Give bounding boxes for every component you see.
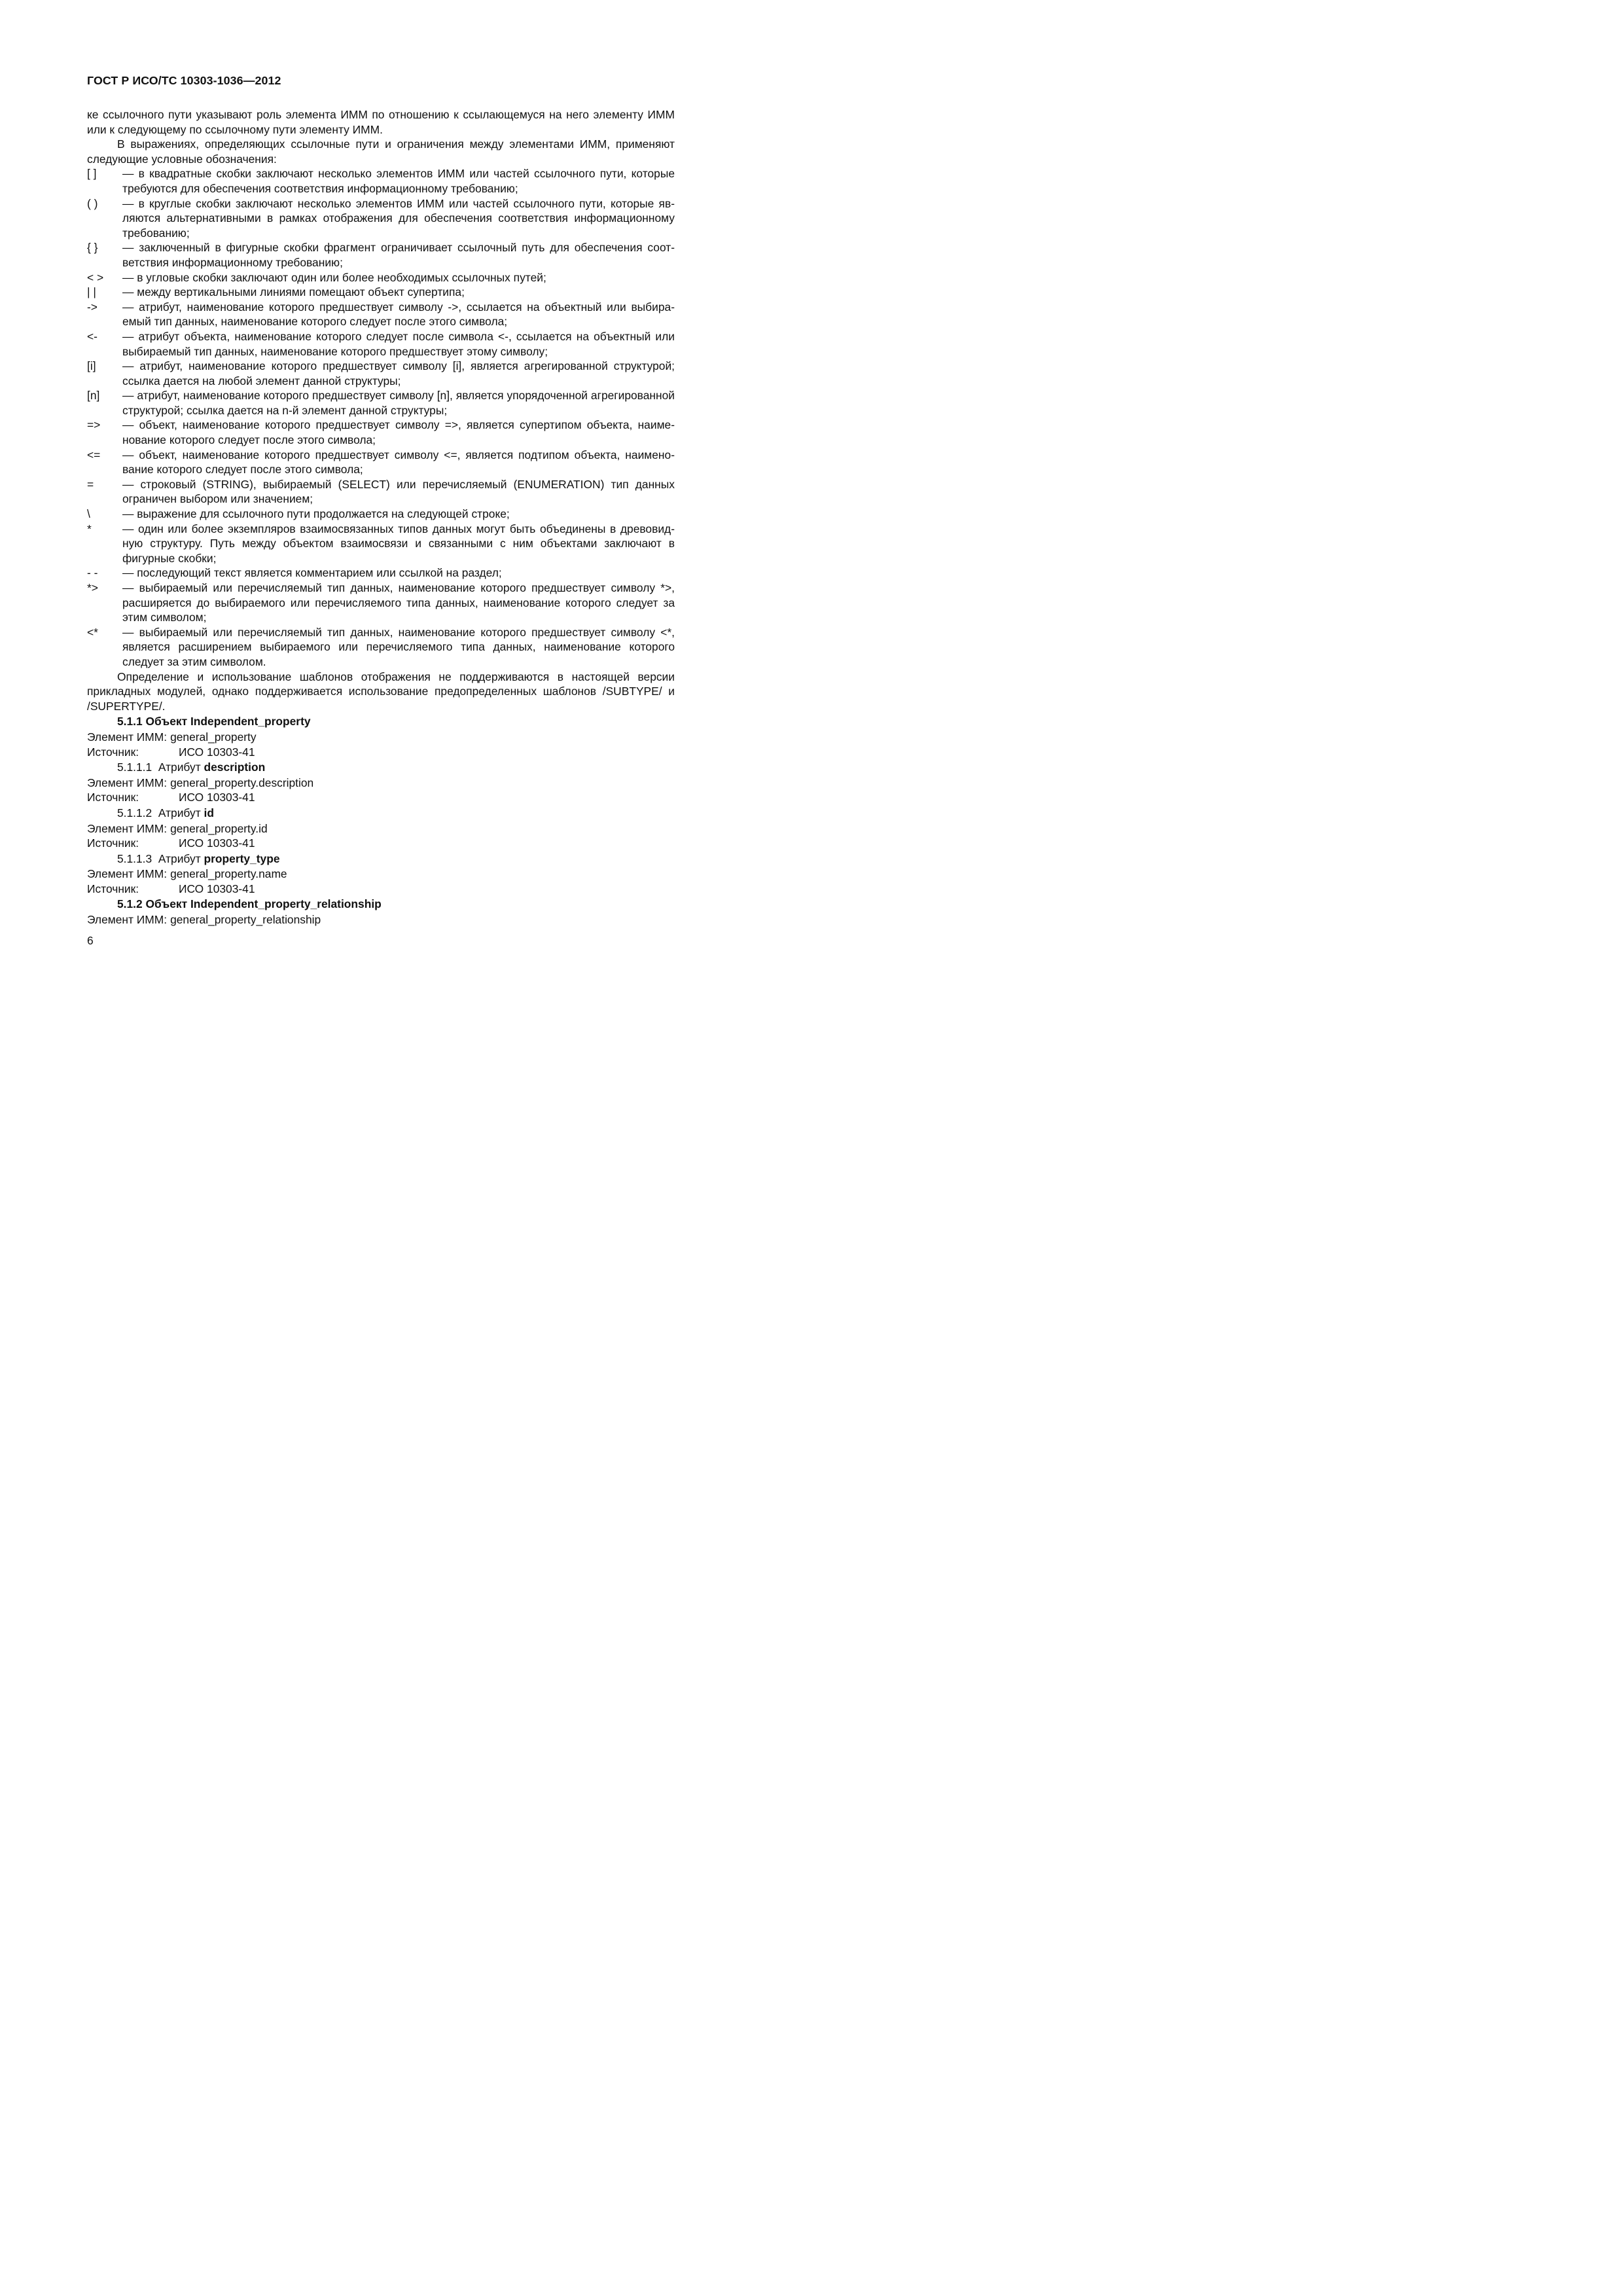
attribute-heading [87, 760, 675, 775]
legend-description: — атрибут объекта, наименование которого следует после символа <-, ссылается на объектный или выбираемый тип данных, наименование которого предшествует этому символу; [122, 329, 675, 358]
attribute-kind: Атрибут [158, 852, 201, 865]
attribute-name: id [204, 806, 214, 819]
legend-row [87, 270, 675, 285]
legend-description: — между вертикальными линиями помещают объект супертипа; [122, 285, 465, 299]
legend-description: — последующий текст является комментарием или ссылкой на раздел; [122, 566, 502, 580]
page-body [87, 107, 675, 927]
arm-element-label: Элемент ИММ: [87, 730, 168, 744]
source-value: ИСО 10303-41 [179, 836, 255, 850]
notation-lead-paragraph: В выражениях, определяющих ссылочные пути и ограничения между элементами ИММ, применяют следующие условные обозначения: [87, 137, 675, 166]
document-header: ГОСТ Р ИСО/ТС 10303-1036—2012 [87, 74, 281, 87]
notation-legend [87, 166, 675, 669]
source-value: ИСО 10303-41 [179, 882, 255, 895]
legend-symbol: -> [87, 300, 98, 314]
legend-description: — в угловые скобки заключают один или более необходимых ссылочных путей; [122, 270, 546, 284]
arm-element-label: Элемент ИММ: [87, 776, 168, 789]
legend-row [87, 196, 675, 241]
attribute-heading [87, 852, 675, 867]
continuation-paragraph: ке ссылочного пути указывают роль элемента ИММ по отношению к ссылающемуся на него элементу ИММ или к следующему по ссылочному пути элементу ИММ. [87, 108, 675, 136]
legend-row [87, 300, 675, 329]
legend-row [87, 565, 675, 581]
legend-description: — атрибут, наименование которого предшествует символу [i], является агрегированной структурой; ссылка дается на любой элемент данной структуры; [122, 359, 675, 387]
legend-symbol: * [87, 522, 92, 535]
attribute-heading [87, 806, 675, 821]
page-number: 6 [87, 934, 94, 947]
legend-row [87, 388, 675, 418]
source-line [87, 745, 675, 760]
attribute-name: description [204, 761, 266, 774]
source-line [87, 790, 675, 805]
arm-element-line [87, 821, 675, 836]
legend-symbol: { } [87, 241, 98, 255]
attribute-number: 5.1.1.3 [117, 852, 152, 865]
source-label: Источник: [87, 882, 139, 895]
arm-element-line [87, 776, 675, 791]
legend-description: — заключенный в фигурные скобки фрагмент ограничивает ссылочный путь для обеспечения соответствия информационному требованию; [122, 241, 675, 269]
legend-row [87, 329, 675, 359]
legend-row [87, 240, 675, 270]
section-heading: 5.1.1 Объект Independent_property [117, 715, 311, 728]
legend-symbol: <* [87, 625, 98, 639]
arm-element-value: general_property.description [170, 776, 314, 789]
source-value: ИСО 10303-41 [179, 791, 255, 804]
arm-element-label: Элемент ИММ: [87, 821, 168, 835]
legend-symbol: | | [87, 285, 96, 299]
legend-symbol: [i] [87, 359, 96, 373]
legend-description: — строковый (STRING), выбираемый (SELECT) или перечисляемый (ENUMERATION) тип данных ограничен выбором или значением; [122, 477, 675, 506]
legend-row [87, 418, 675, 447]
legend-row [87, 477, 675, 507]
templates-note-paragraph: Определение и использование шаблонов отображения не поддерживаются в настоящей версии прикладных модулей, однако поддерживается использование предопределенных шаблонов /SUBTYPE/ и /SUPERTYPE/. [87, 670, 675, 713]
arm-element-value: general_property [170, 730, 257, 744]
legend-symbol: - - [87, 566, 98, 580]
legend-symbol: => [87, 418, 101, 432]
legend-symbol: [ ] [87, 167, 97, 181]
legend-description: — атрибут, наименование которого предшествует символу ->, ссылается на объектный или выбираемый тип данных, наименование которого следует после этого символа; [122, 300, 675, 329]
source-line [87, 836, 675, 851]
legend-symbol: <= [87, 448, 101, 461]
arm-element-label: Элемент ИММ: [87, 913, 168, 927]
legend-symbol: ( ) [87, 196, 98, 210]
legend-symbol: <- [87, 329, 98, 343]
legend-row [87, 285, 675, 300]
legend-symbol: *> [87, 581, 98, 594]
legend-row [87, 522, 675, 566]
legend-row [87, 359, 675, 388]
attribute-kind: Атрибут [158, 806, 201, 819]
legend-description: — один или более экземпляров взаимосвязанных типов данных могут быть объединены в древовидную структуру. Путь между объектом взаимосвязи и связанными с ним объектами заключают в фигурные скобки; [122, 522, 675, 565]
arm-element-value: general_property.name [170, 867, 287, 881]
legend-row [87, 448, 675, 477]
legend-description: — объект, наименование которого предшествует символу <=, является подтипом объекта, наименование которого следует после этого символа; [122, 448, 675, 476]
legend-row [87, 581, 675, 625]
legend-row [87, 507, 675, 522]
legend-description: — в квадратные скобки заключают несколько элементов ИММ или частей ссылочного пути, которые требуются для обеспечения соответствия информационному требованию; [122, 167, 675, 195]
source-line [87, 882, 675, 897]
legend-description: — атрибут, наименование которого предшествует символу [n], является упорядоченной агрегированной структурой; ссылка дается на n-й элемент данной структуры; [122, 389, 675, 417]
section-heading: 5.1.2 Объект Independent_property_relationship [117, 897, 382, 911]
legend-description: — выбираемый или перечисляемый тип данных, наименование которого предшествует символу <*, является расширением выбираемого или перечисляемого типа данных, наименование которого следует за этим символом. [122, 625, 675, 668]
arm-element-label: Элемент ИММ: [87, 867, 168, 881]
source-label: Источник: [87, 836, 139, 850]
source-value: ИСО 10303-41 [179, 745, 255, 759]
legend-description: — объект, наименование которого предшествует символу =>, является супертипом объекта, наименование которого следует после этого символа; [122, 418, 675, 447]
attribute-number: 5.1.1.1 [117, 761, 152, 774]
attribute-name: property_type [204, 852, 280, 865]
attribute-number: 5.1.1.2 [117, 806, 152, 819]
legend-symbol: < > [87, 270, 104, 284]
arm-element-value: general_property_relationship [170, 913, 321, 927]
arm-element-line [87, 867, 675, 882]
arm-element-line [87, 912, 675, 927]
legend-symbol: [n] [87, 389, 100, 403]
source-label: Источник: [87, 791, 139, 804]
source-label: Источник: [87, 745, 139, 759]
arm-element-value: general_property.id [170, 821, 268, 835]
legend-description: — в круглые скобки заключают несколько элементов ИММ или частей ссылочного пути, которые являются альтернативными в рамках отображения для обеспечения соответствия информационному требованию; [122, 196, 675, 240]
legend-row [87, 625, 675, 670]
legend-symbol: \ [87, 507, 90, 521]
legend-description: — выражение для ссылочного пути продолжается на следующей строке; [122, 507, 510, 521]
legend-description: — выбираемый или перечисляемый тип данных, наименование которого предшествует символу *>, расширяется до выбираемого или перечисляемого типа данных, наименование которого следует за этим символом; [122, 581, 675, 624]
attribute-kind: Атрибут [158, 761, 201, 774]
legend-symbol: = [87, 477, 94, 491]
legend-row [87, 166, 675, 196]
arm-element-line [87, 730, 675, 745]
